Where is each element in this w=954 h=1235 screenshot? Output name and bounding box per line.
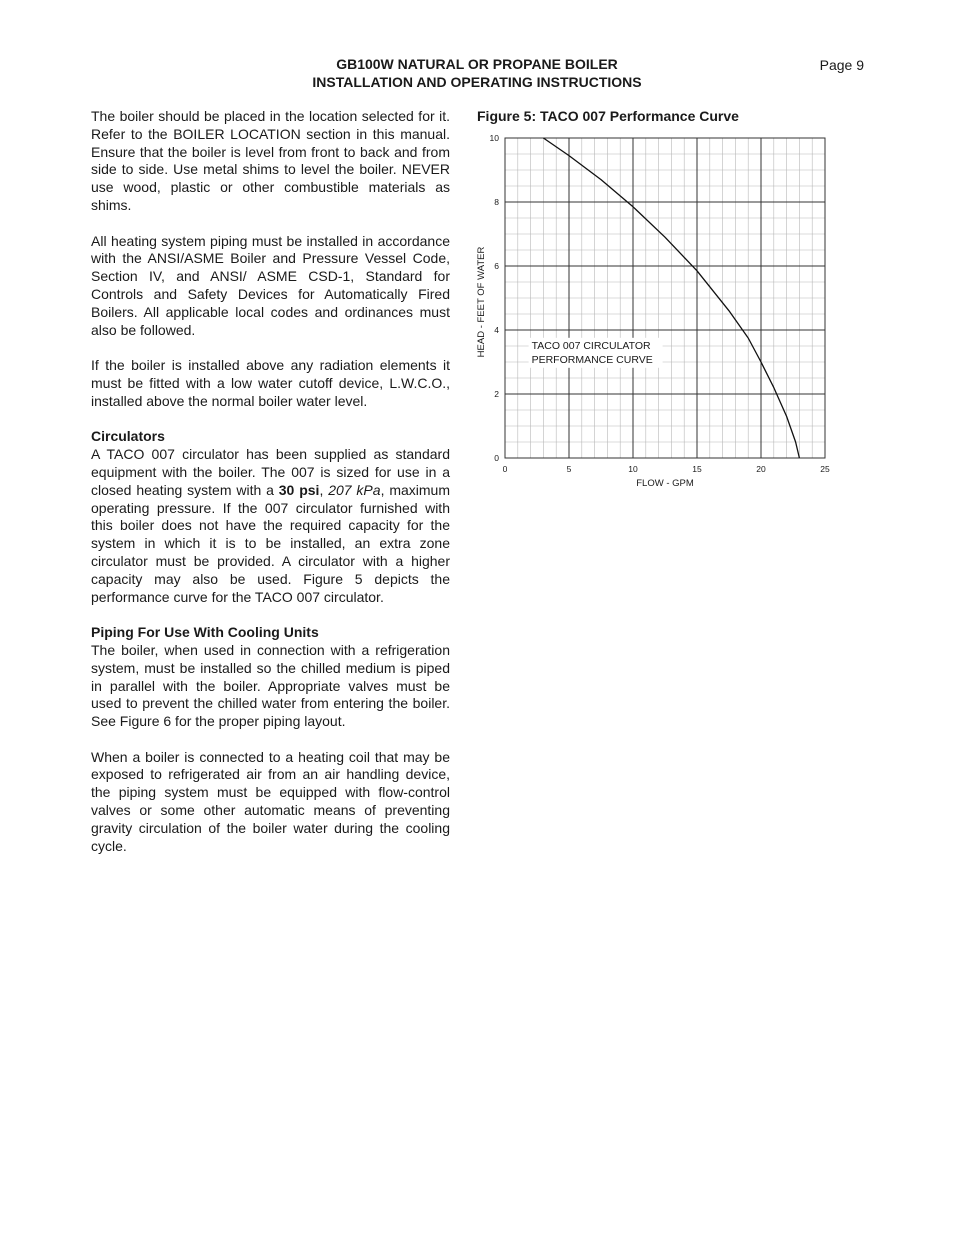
paragraph-cooling-1: The boiler, when used in connection with a refrigeration system, must be installed so the chilled medium is piped in parallel with the boiler. Appropriate valves must be used to prevent the chilled water from entering the boiler. See Figure 6 for the proper piping layout. — [91, 641, 450, 730]
y-tick-label: 8 — [494, 197, 499, 207]
paragraph-cooling-2: When a boiler is connected to a heating coil that may be exposed to refrigerated air from an air handling device, the piping system must be equipped with flow-control valves or some other automatic means of preventing gravity circulation of the boiler water during the cooling cycle. — [91, 748, 450, 854]
y-tick-label: 10 — [489, 133, 499, 143]
x-tick-label: 20 — [756, 464, 766, 474]
paragraph-lwco: If the boiler is installed above any radiation elements it must be fitted with a low water cutoff device, L.W.C.O., installed above the normal boiler water level. — [91, 357, 450, 409]
x-tick-label: 0 — [502, 464, 508, 474]
page-number: Page 9 — [819, 57, 864, 73]
x-axis-label: FLOW - GPM — [636, 478, 694, 489]
annotation-line-2: PERFORMANCE CURVE — [531, 353, 653, 366]
y-tick-label: 4 — [494, 325, 499, 335]
annotation-line-1: TACO 007 CIRCULATOR — [531, 339, 651, 352]
paragraph-circulators — [91, 446, 450, 606]
heading-circulators: Circulators — [91, 428, 165, 445]
circ-text-kpa: 207 kPa — [328, 481, 381, 498]
header-title-line1: GB100W NATURAL OR PROPANE BOILER — [336, 56, 618, 72]
figure-title: Figure 5: TACO 007 Performance Curve — [477, 108, 739, 124]
circ-text-sep: , — [319, 481, 329, 498]
chart-minor-grid — [505, 138, 825, 458]
chart-ticks — [490, 133, 830, 474]
y-tick-label: 6 — [494, 261, 499, 271]
header-title-line2: INSTALLATION AND OPERATING INSTRUCTIONS — [312, 73, 642, 90]
x-tick-label: 25 — [820, 464, 830, 474]
x-tick-label: 15 — [692, 464, 702, 474]
circ-text-b: , maximum operating pressure. If the 007 circulator furnished with this boiler does not have the required capacity for the system in which it is to be installed, an extra zone circulator must be provided. A circulator with a higher capacity may also be used. Figure 5 depicts the performance curve for the TACO 007 circulator. — [91, 481, 450, 605]
chart-annotation-group — [529, 338, 663, 368]
x-tick-label: 5 — [566, 464, 572, 474]
x-tick-label: 10 — [628, 464, 638, 474]
y-axis-label: HEAD - FEET OF WATER — [476, 246, 487, 358]
paragraph-piping-code: All heating system piping must be installed in accordance with the ANSI/ASME Boiler and Pressure Vessel Code, Section IV, and ANSI/ ASME CSD-1, Standard for Controls and Safety Devices for Automatically Fired Boilers. All applicable local codes and ordinances must also be followed. — [91, 232, 450, 338]
circ-text-psi: 30 psi — [278, 481, 320, 498]
y-tick-label: 2 — [494, 389, 499, 399]
page-header — [0, 56, 954, 91]
body-text-column — [91, 108, 450, 873]
performance-curve-chart — [470, 130, 850, 500]
heading-cooling-piping: Piping For Use With Cooling Units — [91, 624, 319, 641]
circ-text-a: A TACO 007 circulator has been supplied as standard equipment with the boiler. The 007 is sized for use in a closed heating system with a — [91, 446, 450, 498]
y-tick-label: 0 — [494, 453, 499, 463]
paragraph-boiler-placement: The boiler should be placed in the location selected for it. Refer to the BOILER LOCATION section in this manual. Ensure that the boiler is level from front to back and from side to side. Use metal shims to level the boiler. NEVER use wood, plastic or other combustible materials as shims. — [91, 108, 450, 213]
